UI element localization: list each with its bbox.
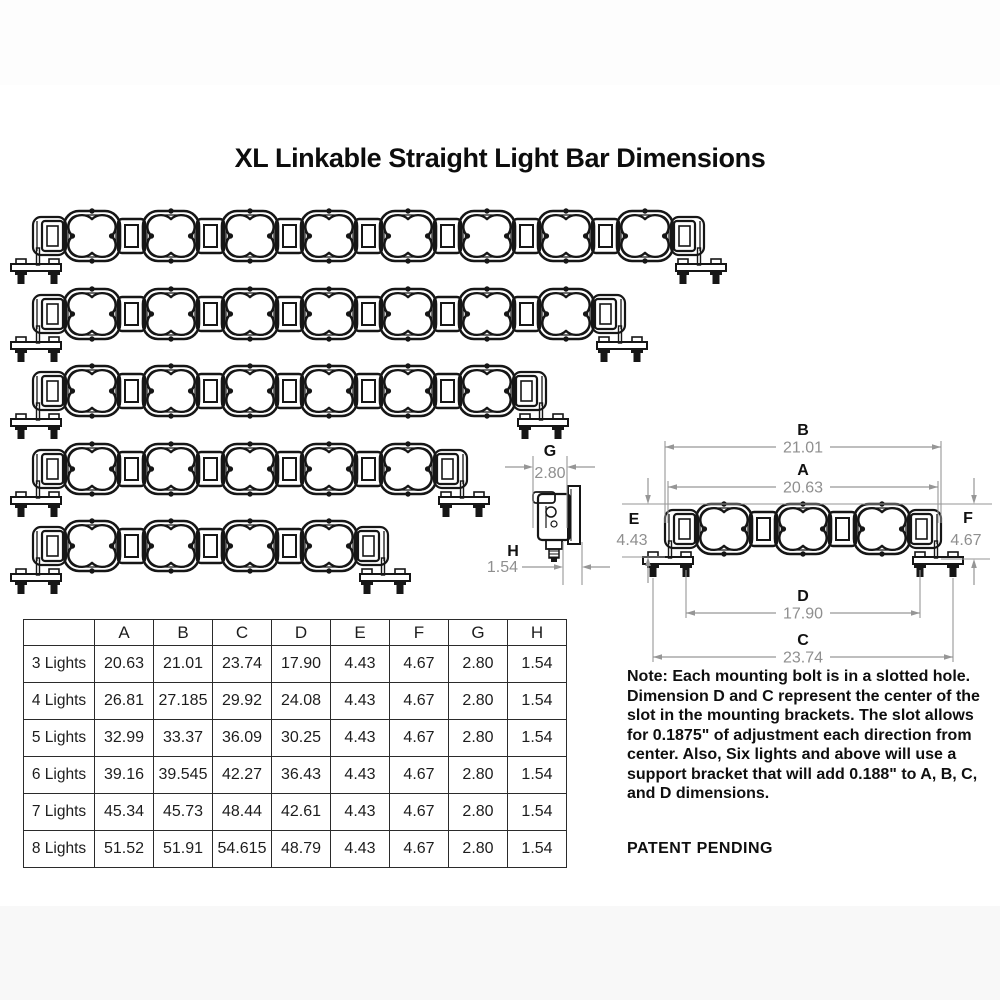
- dimension-text: 20.63: [782, 479, 824, 497]
- mounting-bracket: [11, 248, 61, 284]
- pod-link: [276, 452, 303, 486]
- dimension-text: C: [797, 632, 809, 649]
- pod-link: [276, 374, 303, 408]
- table-cell: 2.80: [449, 683, 508, 720]
- dimension-text: A: [797, 462, 809, 479]
- end-cap: [513, 372, 546, 410]
- table-cell: 45.34: [95, 794, 154, 831]
- light-bar-7-lights: [11, 286, 647, 362]
- light-bar-3-lights: [643, 501, 963, 577]
- patent-pending-label: PATENT PENDING: [627, 840, 773, 857]
- table-col-header: G: [449, 620, 508, 646]
- light-pod: [775, 501, 831, 556]
- dimension-text: B: [797, 422, 809, 439]
- light-pod: [301, 286, 357, 341]
- table-row: [24, 683, 567, 720]
- table-cell: 24.08: [272, 683, 331, 720]
- light-pod: [64, 286, 120, 341]
- table-cell: 20.63: [95, 646, 154, 683]
- table-cell: 17.90: [272, 646, 331, 683]
- pod-link: [197, 297, 224, 331]
- pod-link: [276, 219, 303, 253]
- dimension-text: F: [963, 510, 973, 527]
- dimension-text: 1.54: [486, 559, 518, 576]
- pod-link: [829, 512, 856, 546]
- light-pod: [380, 208, 436, 263]
- end-cap: [33, 450, 66, 488]
- table-cell: 27.185: [154, 683, 213, 720]
- light-pod: [380, 441, 436, 496]
- table-row: [24, 831, 567, 868]
- table-cell: 1.54: [508, 646, 567, 683]
- mounting-bracket: [11, 326, 61, 362]
- dimension-text: 4.43: [616, 532, 648, 549]
- pod-link: [355, 297, 382, 331]
- table-cell: 23.74: [213, 646, 272, 683]
- pod-link: [118, 297, 145, 331]
- end-cap: [33, 217, 66, 255]
- mounting-bracket: [11, 403, 61, 439]
- pod-link: [276, 297, 303, 331]
- light-bar-8-lights: [11, 208, 726, 284]
- table-cell: 45.73: [154, 794, 213, 831]
- pod-link: [118, 374, 145, 408]
- end-cap: [33, 527, 66, 565]
- table-row: [24, 646, 567, 683]
- table-col-header: D: [272, 620, 331, 646]
- table-cell: 1.54: [508, 757, 567, 794]
- light-pod: [222, 518, 278, 573]
- table-col-header: E: [331, 620, 390, 646]
- pod-link: [750, 512, 777, 546]
- light-pod: [143, 363, 199, 418]
- dimension-text: 17.90: [782, 605, 824, 623]
- light-bar-5-lights: [11, 441, 489, 517]
- end-cap: [592, 295, 625, 333]
- light-pod: [143, 518, 199, 573]
- light-pod: [222, 286, 278, 341]
- table-cell: 42.61: [272, 794, 331, 831]
- pod-link: [513, 219, 540, 253]
- pod-link: [355, 219, 382, 253]
- table-cell: 1.54: [508, 794, 567, 831]
- end-cap: [671, 217, 704, 255]
- pod-link: [276, 529, 303, 563]
- table-cell: 4.43: [331, 646, 390, 683]
- side-view: [487, 443, 610, 585]
- light-pod: [380, 363, 436, 418]
- pod-link: [355, 374, 382, 408]
- pod-link: [434, 374, 461, 408]
- table-cell: 51.91: [154, 831, 213, 868]
- light-pod: [617, 208, 673, 263]
- table-row: [24, 794, 567, 831]
- table-col-header: B: [154, 620, 213, 646]
- light-pod: [222, 363, 278, 418]
- table-row: [24, 757, 567, 794]
- table-cell: 2.80: [449, 794, 508, 831]
- end-cap: [33, 372, 66, 410]
- table-cell: 33.37: [154, 720, 213, 757]
- table-cell: 26.81: [95, 683, 154, 720]
- table-col-header: [24, 620, 95, 646]
- row-label: 7 Lights: [24, 794, 95, 831]
- light-pod: [143, 286, 199, 341]
- table-col-header: F: [390, 620, 449, 646]
- light-pod: [696, 501, 752, 556]
- end-cap: [908, 510, 941, 548]
- pod-link: [118, 529, 145, 563]
- table-cell: 2.80: [449, 646, 508, 683]
- table-cell: 29.92: [213, 683, 272, 720]
- dimension-text: 2.80: [534, 465, 566, 482]
- table-header: [24, 620, 567, 646]
- pod-link: [118, 219, 145, 253]
- light-pod: [64, 518, 120, 573]
- table-cell: 1.54: [508, 720, 567, 757]
- table-cell: 42.27: [213, 757, 272, 794]
- table-cell: 4.67: [390, 720, 449, 757]
- pod-link: [592, 219, 619, 253]
- end-cap: [665, 510, 698, 548]
- table-cell: 2.80: [449, 831, 508, 868]
- table-cell: 30.25: [272, 720, 331, 757]
- row-label: 4 Lights: [24, 683, 95, 720]
- row-label: 6 Lights: [24, 757, 95, 794]
- light-pod: [380, 286, 436, 341]
- dimension-text: E: [628, 511, 640, 528]
- table-cell: 48.79: [272, 831, 331, 868]
- mounting-bracket: [11, 481, 61, 517]
- pod-link: [434, 219, 461, 253]
- end-cap: [434, 450, 467, 488]
- dimension-text: H: [507, 543, 519, 560]
- table-cell: 2.80: [449, 757, 508, 794]
- table-cell: 39.545: [154, 757, 213, 794]
- mounting-bracket: [597, 326, 647, 362]
- mounting-bracket: [439, 481, 489, 517]
- pod-link: [434, 297, 461, 331]
- mounting-bracket: [360, 558, 410, 594]
- mounting-bracket: [11, 558, 61, 594]
- light-pod: [301, 208, 357, 263]
- table-cell: 4.43: [331, 720, 390, 757]
- table-cell: 36.43: [272, 757, 331, 794]
- table-cell: 48.44: [213, 794, 272, 831]
- table-cell: 2.80: [449, 720, 508, 757]
- table-cell: 1.54: [508, 683, 567, 720]
- light-pod: [143, 441, 199, 496]
- table-cell: 36.09: [213, 720, 272, 757]
- light-bar-6-lights: [11, 363, 568, 439]
- light-pod: [222, 208, 278, 263]
- table-body: [24, 646, 567, 868]
- table-cell: 4.67: [390, 794, 449, 831]
- table-col-header: H: [508, 620, 567, 646]
- pod-link: [197, 452, 224, 486]
- note-text: Note: Each mounting bolt is in a slotted hole. Dimension D and C represent the center of the slot in the mounting brackets. The slot allows for 0.1875" of adjustment each direction from center. Also, Six lights and above will use a support bracket that will add 0.188" to A, B, C, and D dimensions.: [627, 668, 980, 802]
- light-pod: [301, 441, 357, 496]
- table-cell: 21.01: [154, 646, 213, 683]
- table-cell: 4.67: [390, 757, 449, 794]
- row-label: 5 Lights: [24, 720, 95, 757]
- light-pod: [64, 363, 120, 418]
- row-label: 3 Lights: [24, 646, 95, 683]
- light-pod: [301, 518, 357, 573]
- pod-link: [355, 452, 382, 486]
- three-light-bar: [643, 501, 963, 577]
- table-row: [24, 720, 567, 757]
- dimensions-table: [23, 619, 567, 868]
- table-cell: 4.67: [390, 683, 449, 720]
- pod-link: [197, 374, 224, 408]
- pod-link: [197, 219, 224, 253]
- table-cell: 4.43: [331, 794, 390, 831]
- table-cell: 32.99: [95, 720, 154, 757]
- table-cell: 4.67: [390, 646, 449, 683]
- table-cell: 1.54: [508, 831, 567, 868]
- dimension-text: D: [797, 588, 809, 605]
- dimension-text: 23.74: [782, 649, 824, 667]
- light-pod: [854, 501, 910, 556]
- light-bar-4-lights: [11, 518, 410, 594]
- light-pod: [459, 286, 515, 341]
- dimension-text: 21.01: [782, 439, 824, 457]
- mounting-bracket: [676, 248, 726, 284]
- light-pod: [64, 441, 120, 496]
- dimension-text: 4.67: [950, 532, 982, 549]
- pod-link: [513, 297, 540, 331]
- table-cell: 4.43: [331, 683, 390, 720]
- light-pod: [143, 208, 199, 263]
- table-col-header: C: [213, 620, 272, 646]
- end-cap: [355, 527, 388, 565]
- mounting-bracket: [518, 403, 568, 439]
- light-pod: [301, 363, 357, 418]
- table-cell: 54.615: [213, 831, 272, 868]
- light-pod: [459, 208, 515, 263]
- pod-link: [118, 452, 145, 486]
- row-label: 8 Lights: [24, 831, 95, 868]
- dimensioned-diagram: [616, 422, 992, 667]
- light-pod: [538, 208, 594, 263]
- table-cell: 4.67: [390, 831, 449, 868]
- light-pod: [459, 363, 515, 418]
- table-col-header: A: [95, 620, 154, 646]
- table-cell: 4.43: [331, 831, 390, 868]
- end-cap: [33, 295, 66, 333]
- dimension-text: G: [543, 443, 557, 460]
- table-cell: 4.43: [331, 757, 390, 794]
- light-pod: [64, 208, 120, 263]
- page-title: XL Linkable Straight Light Bar Dimensions: [234, 143, 766, 173]
- table-cell: 39.16: [95, 757, 154, 794]
- table-cell: 51.52: [95, 831, 154, 868]
- light-pod: [538, 286, 594, 341]
- pod-link: [197, 529, 224, 563]
- light-pod: [222, 441, 278, 496]
